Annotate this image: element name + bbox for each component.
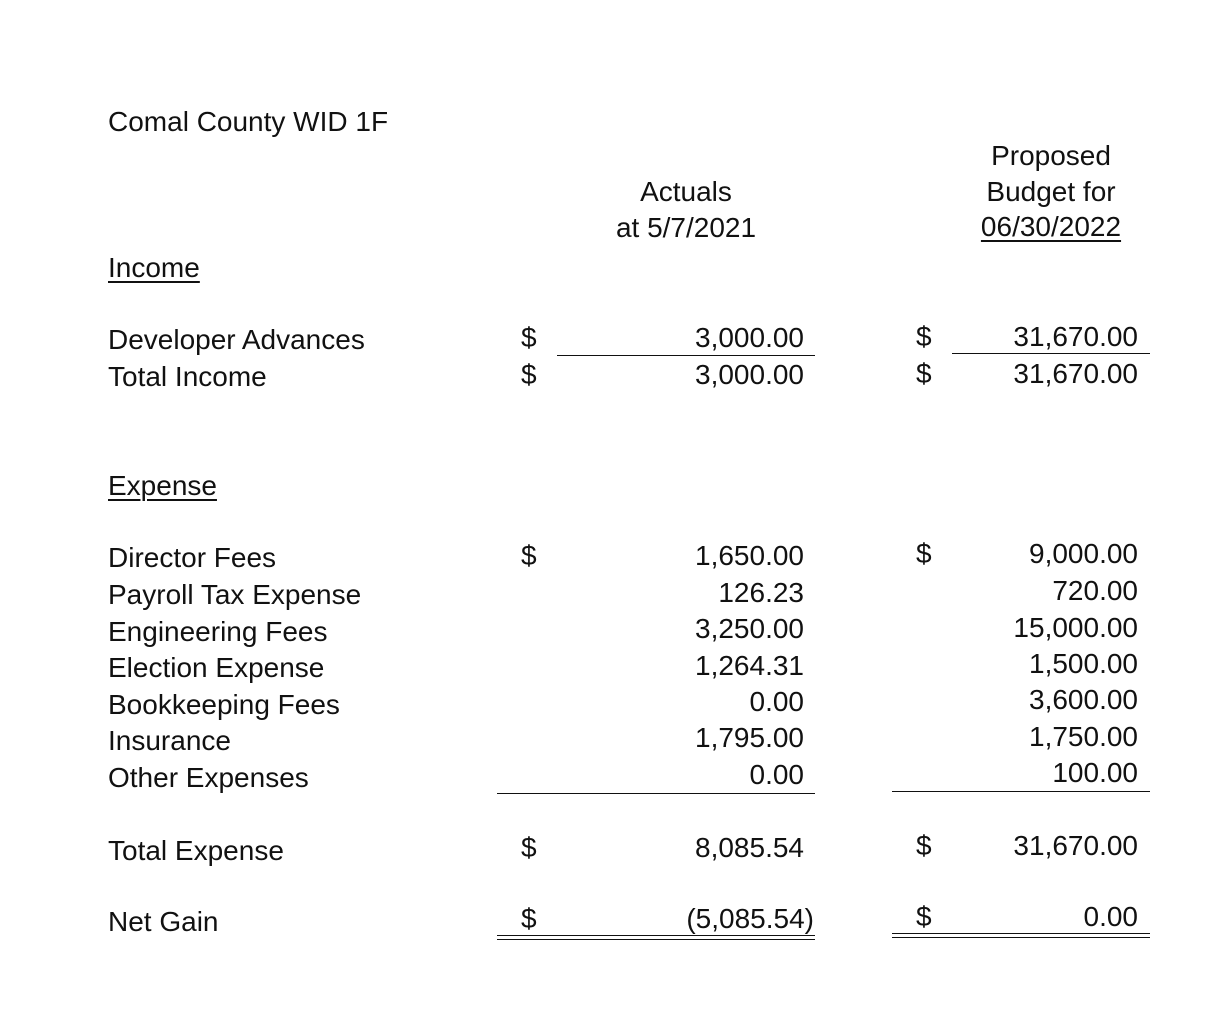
budget-value: 100.00	[1052, 757, 1138, 788]
row-label: Bookkeeping Fees	[108, 689, 340, 720]
total-expense-label: Total Expense	[108, 835, 284, 866]
row-label: Total Income	[108, 361, 267, 392]
total-expense-actual: 8,085.54	[695, 832, 804, 863]
subtotal-rule	[557, 355, 815, 356]
budget-value: 3,600.00	[1029, 684, 1138, 715]
income-heading: Income	[108, 252, 200, 283]
actual-value: 1,264.31	[695, 650, 804, 681]
subtotal-rule	[497, 793, 815, 794]
net-gain-actual: (5,085.54)	[686, 903, 814, 934]
budget-header-line2: Budget for	[986, 176, 1116, 207]
total-expense-budget: 31,670.00	[1013, 830, 1138, 861]
net-gain-label: Net Gain	[108, 906, 219, 937]
row-label: Other Expenses	[108, 762, 309, 793]
currency-symbol: $	[916, 538, 932, 569]
subtotal-rule	[892, 791, 1150, 792]
budget-value: 9,000.00	[1029, 538, 1138, 569]
row-label: Director Fees	[108, 542, 277, 573]
expense-heading: Expense	[108, 470, 217, 501]
grand-total-double-rule	[892, 933, 1150, 938]
currency-symbol: $	[916, 321, 932, 352]
grand-total-double-rule	[497, 935, 815, 940]
row-label: Insurance	[108, 725, 231, 756]
budget-value: 31,670.00	[1013, 358, 1138, 389]
actual-value: 0.00	[749, 759, 804, 790]
actual-value: 3,250.00	[695, 613, 804, 644]
row-label: Developer Advances	[108, 324, 365, 355]
actuals-header-line1: Actuals	[640, 176, 732, 207]
currency-symbol: $	[521, 359, 537, 390]
actual-value: 1,650.00	[695, 540, 804, 571]
actuals-header-line2: at 5/7/2021	[615, 212, 757, 243]
actual-value: 0.00	[749, 686, 804, 717]
currency-symbol: $	[521, 540, 537, 571]
budget-header-line1: Proposed	[991, 140, 1111, 171]
currency-symbol: $	[916, 901, 932, 932]
row-label: Election Expense	[108, 652, 325, 683]
budget-value: 720.00	[1052, 575, 1138, 606]
entity-title: Comal County WID 1F	[108, 106, 389, 137]
currency-symbol: $	[521, 832, 537, 863]
currency-symbol: $	[916, 358, 932, 389]
budget-header-line3: 06/30/2022	[980, 211, 1122, 242]
budget-value: 1,750.00	[1029, 721, 1138, 752]
net-gain-budget: 0.00	[1083, 901, 1138, 932]
row-label: Payroll Tax Expense	[108, 579, 362, 610]
budget-value: 1,500.00	[1029, 648, 1138, 679]
currency-symbol: $	[521, 903, 537, 934]
subtotal-rule	[952, 353, 1150, 354]
currency-symbol: $	[916, 830, 932, 861]
actual-value: 1,795.00	[695, 722, 804, 753]
actual-value: 126.23	[718, 577, 804, 608]
row-label: Engineering Fees	[108, 616, 328, 647]
budget-value: 31,670.00	[1013, 321, 1138, 352]
budget-value: 15,000.00	[1013, 612, 1138, 643]
actual-value: 3,000.00	[695, 322, 804, 353]
actual-value: 3,000.00	[695, 359, 804, 390]
currency-symbol: $	[521, 322, 537, 353]
